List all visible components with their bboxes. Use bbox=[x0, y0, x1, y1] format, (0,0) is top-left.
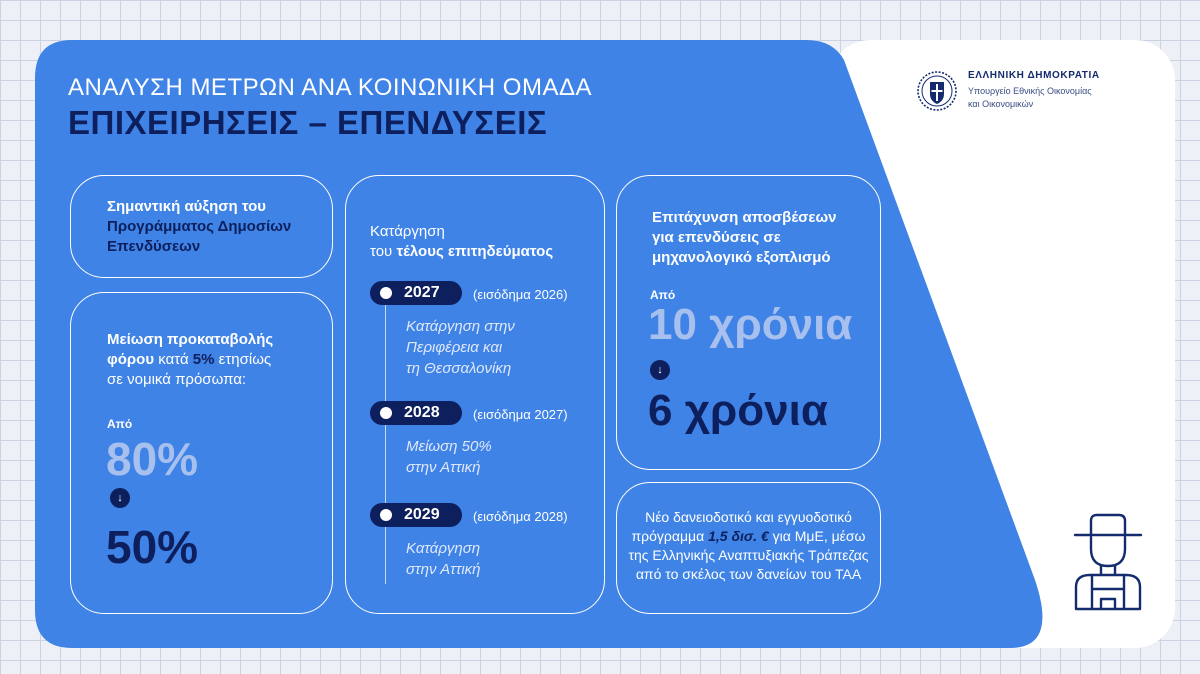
ministry-name bbox=[968, 85, 1138, 111]
timeline-year-pill bbox=[370, 503, 462, 527]
timeline-year: 2029 bbox=[404, 506, 440, 523]
loans-line-2-post: για ΜμΕ, μέσω bbox=[768, 528, 866, 544]
depreciation-text bbox=[652, 208, 836, 268]
timeline-dot bbox=[380, 509, 392, 521]
advance-tax-from-label: Από bbox=[107, 417, 133, 431]
timeline-description bbox=[406, 538, 480, 580]
timeline-desc-line: στην Αττική bbox=[406, 561, 481, 578]
page-subtitle: ΑΝΑΛΥΣΗ ΜΕΤΡΩΝ ΑΝΑ ΚΟΙΝΩΝΙΚΗ ΟΜΑΔΑ bbox=[68, 74, 593, 101]
double-chevron-down-icon: ↓ bbox=[110, 488, 130, 508]
public-investment-line-2: Προγράμματος Δημοσίων bbox=[107, 218, 292, 235]
double-chevron-down-icon: ↓ bbox=[650, 360, 670, 380]
loans-amount: 1,5 δισ. € bbox=[708, 528, 769, 544]
depreciation-line-1: Επιτάχυνση αποσβέσεων bbox=[652, 209, 837, 226]
timeline-desc-line: τη Θεσσαλονίκη bbox=[406, 360, 512, 377]
timeline-year: 2028 bbox=[404, 404, 440, 421]
timeline-desc-line: στην Αττική bbox=[406, 459, 481, 476]
depreciation-from-value: 10 χρόνια bbox=[648, 300, 853, 349]
loans-text bbox=[616, 508, 881, 584]
timeline-desc-line: Κατάργηση στην bbox=[406, 318, 515, 335]
ministry-line-2: και Οικονομικών bbox=[968, 99, 1034, 109]
timeline-year: 2027 bbox=[404, 284, 440, 301]
advance-tax-to-value: 50% bbox=[106, 521, 199, 573]
timeline-year-pill bbox=[370, 281, 462, 305]
advance-tax-from-value: 80% bbox=[106, 433, 199, 485]
depreciation-line-2: για επενδύσεις σε bbox=[652, 229, 781, 246]
public-investment-line-1: Σημαντική αύξηση του bbox=[107, 198, 267, 215]
loans-line-4: από το σκέλος των δανείων του ΤΑΑ bbox=[635, 566, 862, 582]
loans-line-1: Νέο δανειοδοτικό και εγγυοδοτικό bbox=[645, 509, 852, 525]
business-fee-title bbox=[370, 222, 553, 262]
loans-line-3: της Ελληνικής Αναπτυξιακής Τράπεζας bbox=[628, 547, 869, 563]
timeline-dot bbox=[380, 407, 392, 419]
advance-tax-line-2-mid: κατά bbox=[154, 351, 193, 368]
timeline-description bbox=[406, 316, 515, 379]
page-title: ΕΠΙΧΕΙΡΗΣΕΙΣ – ΕΠΕΝΔΥΣΕΙΣ bbox=[68, 104, 548, 141]
loans-line-2 bbox=[616, 527, 881, 546]
greek-coat-of-arms-icon bbox=[916, 70, 958, 112]
loans-line-2-pre: πρόγραμμα bbox=[631, 528, 709, 544]
timeline-desc-line: Περιφέρεια και bbox=[406, 339, 503, 356]
business-fee-title-line-2 bbox=[370, 242, 553, 262]
ministry-line-1: Υπουργείο Εθνικής Οικονομίας bbox=[968, 86, 1092, 96]
depreciation-to-value: 6 χρόνια bbox=[648, 386, 828, 435]
timeline-year-pill bbox=[370, 401, 462, 425]
advance-tax-line-3: σε νομικά πρόσωπα: bbox=[107, 371, 247, 388]
business-fee-title-bold: τέλους επιτηδεύματος bbox=[396, 243, 554, 260]
advance-tax-line-2-bold: φόρου bbox=[107, 351, 155, 368]
advance-tax-percent: 5% bbox=[192, 351, 215, 368]
depreciation-from-label: Από bbox=[650, 288, 676, 302]
timeline-line bbox=[385, 304, 386, 584]
timeline-income: (εισόδημα 2026) bbox=[473, 287, 568, 302]
advance-tax-line-2 bbox=[107, 350, 273, 370]
business-fee-title-line-1: Κατάργηση bbox=[370, 223, 445, 240]
republic-title: ΕΛΛΗΝΙΚΗ ΔΗΜΟΚΡΑΤΙΑ bbox=[968, 70, 1100, 81]
farmer-worker-icon bbox=[1072, 513, 1144, 611]
timeline-description bbox=[406, 436, 492, 478]
timeline-income: (εισόδημα 2028) bbox=[473, 509, 568, 524]
advance-tax-text bbox=[107, 330, 273, 390]
timeline-desc-line: Κατάργηση bbox=[406, 540, 481, 557]
business-fee-title-pre: του bbox=[370, 243, 397, 260]
advance-tax-line-2-end: ετησίως bbox=[214, 351, 272, 368]
depreciation-line-3: μηχανολογικό εξοπλισμό bbox=[652, 249, 831, 266]
timeline-desc-line: Μείωση 50% bbox=[406, 438, 492, 455]
timeline-income: (εισόδημα 2027) bbox=[473, 407, 568, 422]
advance-tax-line-1: Μείωση προκαταβολής bbox=[107, 331, 274, 348]
timeline-dot bbox=[380, 287, 392, 299]
public-investment-line-3: Επενδύσεων bbox=[107, 238, 201, 255]
public-investment-text bbox=[107, 197, 291, 257]
